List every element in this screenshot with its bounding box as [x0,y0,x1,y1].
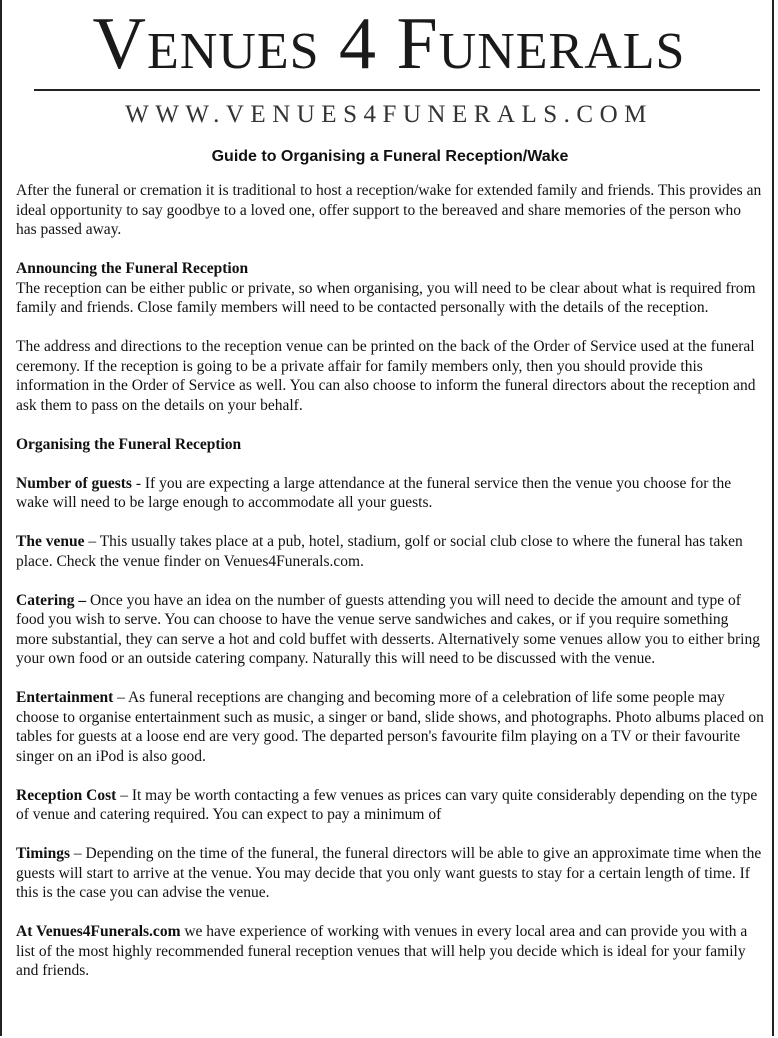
section-term: Entertainment [16,689,114,706]
section-catering [16,591,764,669]
section-number-of-guests [16,474,764,513]
section-term: At Venues4Funerals.com [16,923,181,940]
announcing-section [16,259,764,318]
section-term: Number of guests [16,474,132,492]
section-text: – It may be worth contacting a few venues as prices can vary quite considerably depending on the type of venue and catering required. You can expect to pay a minimum of [16,786,758,823]
document-title: Guide to Organising a Funeral Reception/Wake [211,148,569,165]
announcing-heading: Announcing the Funeral Reception [16,260,249,277]
organising-heading: Organising the Funeral Reception [16,435,242,453]
announcing-text: The reception can be either public or private, so when organising, you will need to be clear about what is required from family and friends. Close family members will need to be contacted personally with the details of the reception. [16,279,756,316]
masthead [0,0,778,88]
section-venue [16,532,764,571]
section-text: – As funeral receptions are changing and becoming more of a celebration of life some people may choose to organise entertainment such as music, a singer or band, slide shows, and photographs. Photo albums placed on tables for guests at a loose end are very good. The departed person's favourite film playing on a TV or their favourite singer on an iPod is also good. [16,689,764,765]
section-term: The venue [16,533,85,550]
section-timings [16,844,764,903]
section-text: – This usually takes place at a pub, hotel, stadium, golf or social club close to where the funeral has taken place. Check the venue finder on Venues4Funerals.com. [16,533,743,570]
section-text: Once you have an idea on the number of guests attending you will need to decide the amount and type of food you wish to serve. You can choose to have the venue serve sandwiches and cakes, or if you require something more substantial, they can serve a hot and cold buffet with desserts. Alternatively some venues allow you to either bring your own food or an outside catering company. Naturally this will need to be discussed with the venue. [16,591,760,667]
masthead-divider [34,89,760,91]
section-reception-cost [16,786,764,825]
document-body [16,146,764,1000]
intro-paragraph: After the funeral or cremation it is traditional to host a reception/wake for extended family and friends. This provides an ideal opportunity to say goodbye to a loved one, offer support to the bereaved and share memories of the person who has passed away. [16,182,762,238]
section-about [16,922,764,981]
section-entertainment [16,688,764,766]
brand-title: Venues 4 Funerals [92,3,686,85]
address-paragraph: The address and directions to the reception venue can be printed on the back of the Order of Service used at the funeral ceremony. If the reception is going to be a private affair for family members only, then you should provide this information in the Order of Service as well. You can also choose to inform the funeral directors about the reception and ask them to pass on the details on your behalf. [16,338,756,414]
section-term: Reception Cost [16,786,117,804]
section-text: we have experience of working with venues in every local area and can provide you with a list of the most highly recommended funeral reception venues that will help you decide which is ideal for your family and friends. [16,923,748,979]
section-text: - If you are expecting a large attendance at the funeral service then the venue you choose for the wake will need to be large enough to accommodate all your guests. [16,474,732,511]
brand-url: WWW.VENUES4FUNERALS.COM [125,101,653,128]
section-term: Timings [16,845,70,862]
section-text: – Depending on the time of the funeral, the funeral directors will be able to give an approximate time when the guests will start to arrive at the venue. You may decide that you only want guests to stay for a certain length of time. If this is the case you can advise the venue. [16,845,762,901]
section-term: Catering – [16,591,87,609]
